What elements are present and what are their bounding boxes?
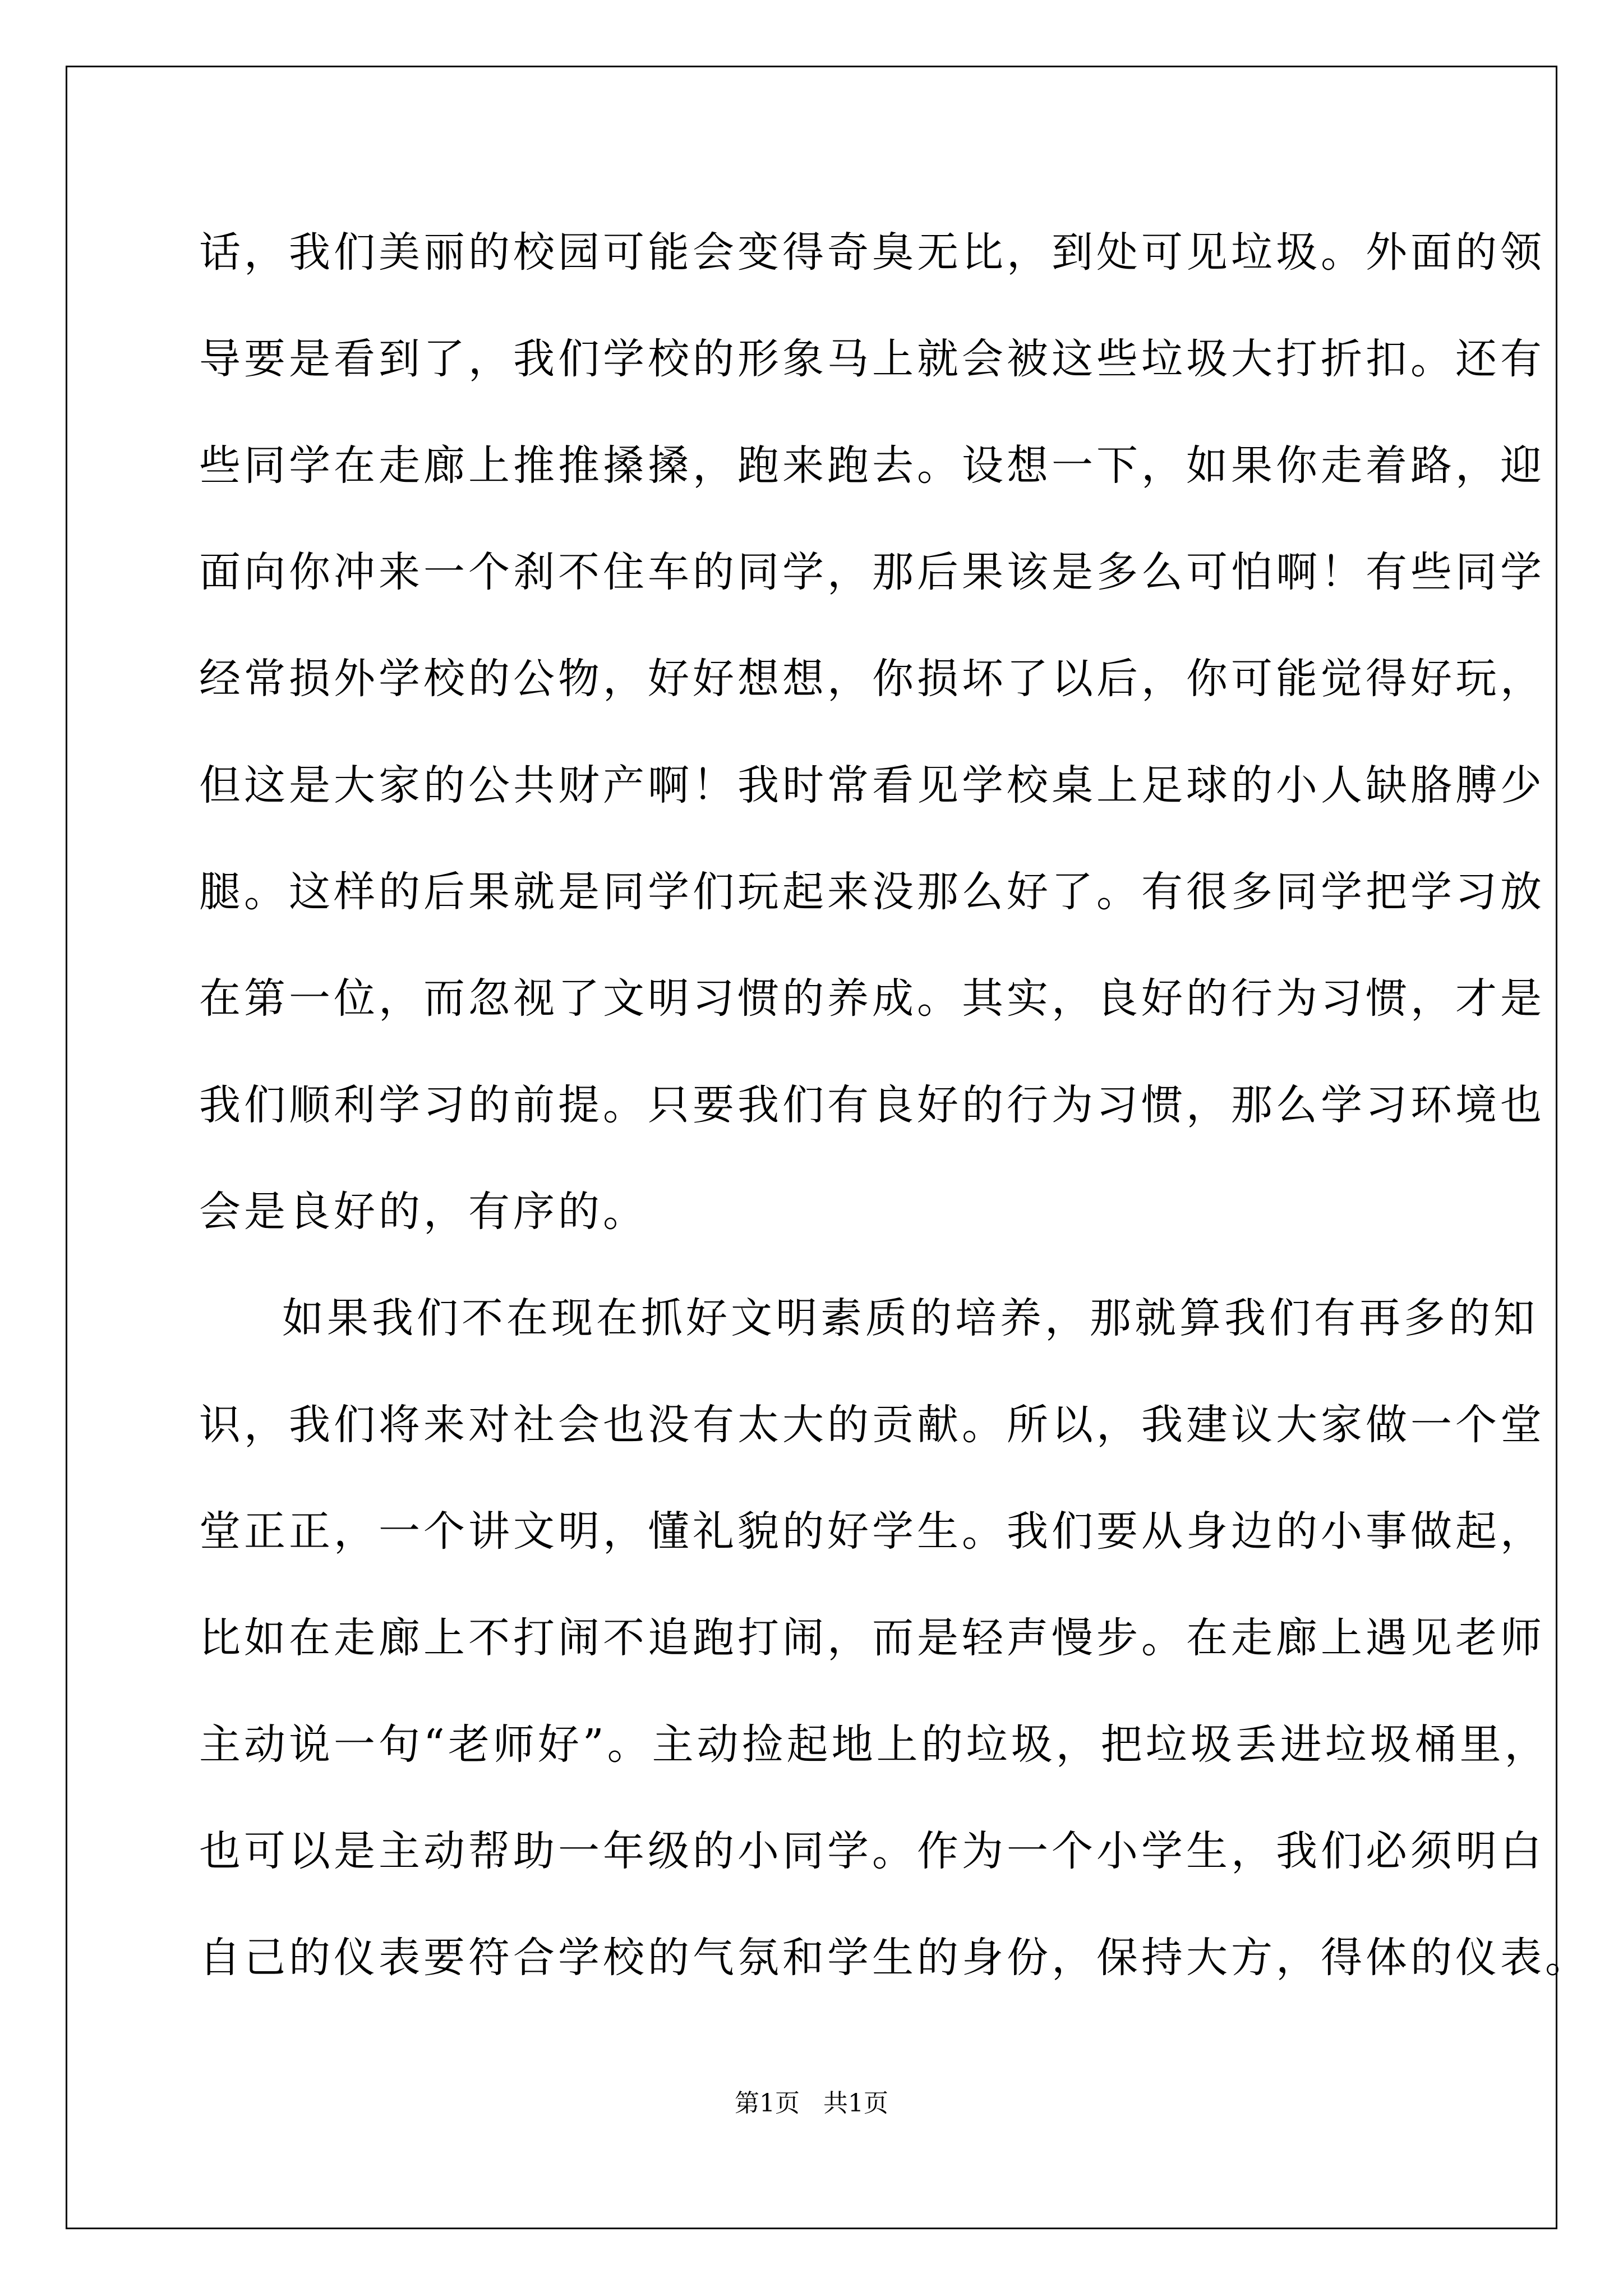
body-line-14: 比如在走廊上不打闹不追跑打闹，而是轻声慢步。在走廊上遇见老师 [199, 1614, 1545, 1662]
document-body [199, 216, 1590, 2028]
body-line-17: 自己的仪表要符合学校的气氛和学生的身份，保持大方，得体的仪表。 [199, 1934, 1590, 1982]
body-line-15: 主动说一句“老师好”。主动捡起地上的垃圾，把垃圾丢进垃圾桶里， [199, 1720, 1550, 1769]
body-line-3: 些同学在走廊上推推搡搡，跑来跑去。设想一下，如果你走着路，迎 [199, 441, 1545, 490]
body-line-7: 腿。这样的后果就是同学们玩起来没那么好了。有很多同学把学习放 [199, 868, 1545, 916]
body-line-13: 堂正正，一个讲文明，懂礼貌的好学生。我们要从身边的小事做起， [199, 1507, 1545, 1556]
body-line-5: 经常损外学校的公物，好好想想，你损坏了以后，你可能觉得好玩， [199, 655, 1545, 703]
body-line-1: 话，我们美丽的校园可能会变得奇臭无比，到处可见垃圾。外面的领 [199, 228, 1545, 277]
body-line-9: 我们顺利学习的前提。只要我们有良好的行为习惯，那么学习环境也 [199, 1081, 1545, 1129]
body-line-12: 识，我们将来对社会也没有太大的贡献。所以，我建议大家做一个堂 [199, 1401, 1545, 1449]
body-line-6: 但这是大家的公共财产啊！我时常看见学校桌上足球的小人缺胳膊少 [199, 761, 1545, 809]
paragraph-start-line: 如果我们不在现在抓好文明素质的培养，那就算我们有再多的知 [282, 1294, 1538, 1342]
body-line-2: 导要是看到了，我们学校的形象马上就会被这些垃圾大打折扣。还有 [199, 335, 1545, 383]
body-line-16: 也可以是主动帮助一年级的小同学。作为一个小学生，我们必须明白 [199, 1827, 1545, 1875]
body-line-4: 面向你冲来一个刹不住车的同学，那后果该是多么可怕啊！有些同学 [199, 548, 1545, 596]
page-number-footer: 第1页 共1页 [735, 2089, 888, 2118]
body-line-10: 会是良好的，有序的。 [199, 1188, 648, 1236]
body-line-8: 在第一位，而忽视了文明习惯的养成。其实，良好的行为习惯，才是 [199, 974, 1545, 1023]
